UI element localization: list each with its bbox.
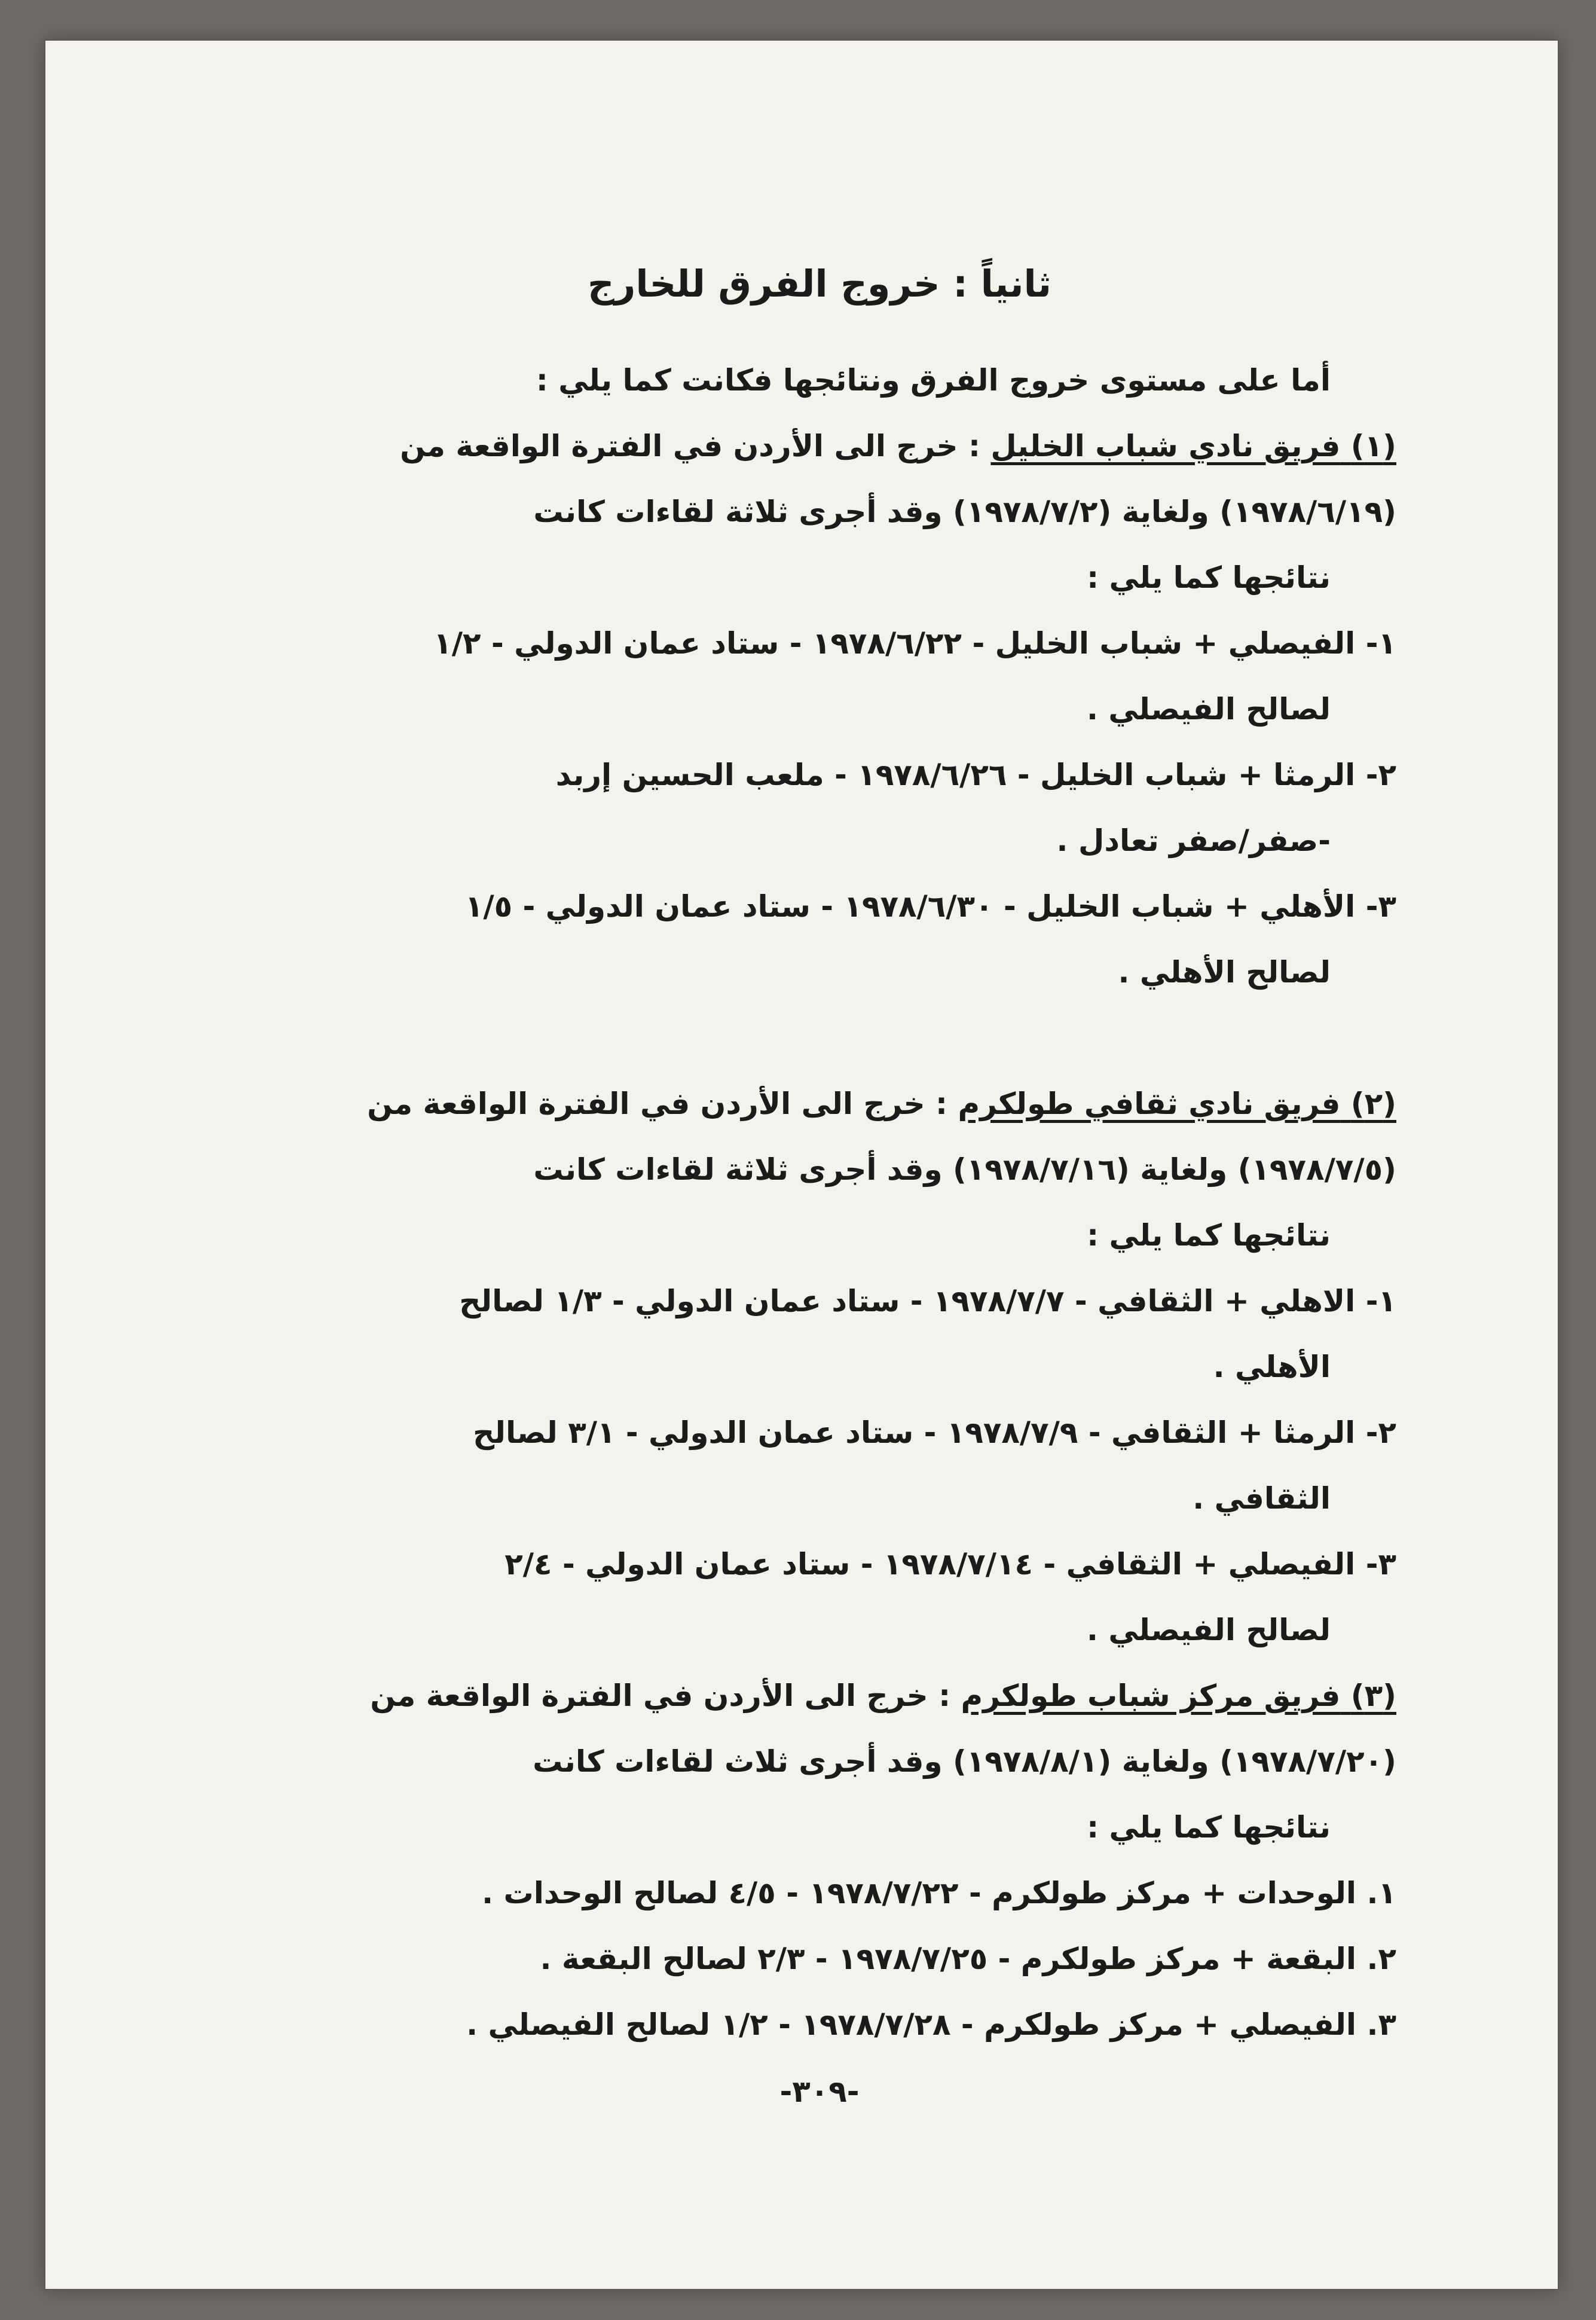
section-markaz-tulkarm	[243, 1663, 1396, 2058]
section-heading-text: : خرج الى الأردن في الفترة الواقعة من	[370, 1678, 951, 1713]
section-heading	[243, 1071, 1396, 1137]
match-result: لصالح الفيصلي .	[1086, 1613, 1331, 1647]
section-heading	[243, 1663, 1396, 1729]
section-number: (٣)	[1350, 1678, 1396, 1713]
section-shabab-al-khalil	[243, 413, 1396, 1005]
match-line: ١- الفيصلي + شباب الخليل - ١٩٧٨/٦/٢٢ - ستاد عمان الدولي - ١/٢	[433, 626, 1396, 661]
document-page	[45, 41, 1558, 2289]
section-number: (٢)	[1350, 1086, 1396, 1121]
section-team-name: فريق نادي ثقافي طولكرم	[958, 1086, 1341, 1121]
section-heading-text: : خرج الى الأردن في الفترة الواقعة من	[400, 429, 980, 463]
section-thaqafi-tulkarm	[243, 1071, 1396, 1663]
section-heading-text: : خرج الى الأردن في الفترة الواقعة من	[367, 1086, 948, 1121]
match-result: لصالح الأهلي .	[1118, 955, 1331, 990]
section-period-line: (١٩٧٨/٧/٢٠) ولغاية (١٩٧٨/٨/١) وقد أجرى ثلاث لقاءات كانت	[533, 1744, 1396, 1779]
match-line: ١. الوحدات + مركز طولكرم - ١٩٧٨/٧/٢٢ - ٤/٥ لصالح الوحدات .	[482, 1876, 1396, 1910]
match-result: -صفر/صفر تعادل .	[1056, 823, 1331, 858]
section-gap	[243, 1005, 1396, 1071]
match-line: ٣- الفيصلي + الثقافي - ١٩٧٨/٧/١٤ - ستاد عمان الدولي - ٢/٤	[505, 1547, 1396, 1582]
page-title: ثانياً : خروج الفرق للخارج	[587, 262, 1052, 306]
section-number: (١)	[1350, 429, 1396, 463]
section-team-name: فريق مركز شباب طولكرم	[961, 1678, 1341, 1713]
match-line: ٢. البقعة + مركز طولكرم - ١٩٧٨/٧/٢٥ - ٢/٣ لصالح البقعة .	[540, 1942, 1396, 1976]
section-period-line: (١٩٧٨/٧/٥) ولغاية (١٩٧٨/٧/١٦) وقد أجرى ثلاثة لقاءات كانت	[533, 1152, 1396, 1187]
match-line: ٣- الأهلي + شباب الخليل - ١٩٧٨/٦/٣٠ - ستاد عمان الدولي - ١/٥	[464, 889, 1396, 924]
match-result: الأهلي .	[1213, 1350, 1331, 1384]
section-results-intro: نتائجها كما يلي :	[1087, 1810, 1331, 1845]
match-result: لصالح الفيصلي .	[1086, 692, 1331, 726]
match-line: ٢- الرمثا + الثقافي - ١٩٧٨/٧/٩ - ستاد عمان الدولي - ٣/١ لصالح	[473, 1415, 1396, 1450]
match-result: الثقافي .	[1193, 1481, 1331, 1516]
page-number: -٣٠٩-	[779, 2074, 860, 2109]
section-results-intro: نتائجها كما يلي :	[1087, 1218, 1331, 1253]
match-line: ٢- الرمثا + شباب الخليل - ١٩٧٨/٦/٢٦ - ملعب الحسين إربد	[555, 758, 1396, 792]
section-team-name: فريق نادي شباب الخليل	[990, 429, 1341, 463]
section-results-intro: نتائجها كما يلي :	[1087, 560, 1331, 595]
match-line: ١- الاهلي + الثقافي - ١٩٧٨/٧/٧ - ستاد عمان الدولي - ١/٣ لصالح	[459, 1284, 1396, 1318]
match-line: ٣. الفيصلي + مركز طولكرم - ١٩٧٨/٧/٢٨ - ١/٢ لصالح الفيصلي .	[466, 2007, 1396, 2042]
page-content	[243, 262, 1396, 2109]
section-period-line: (١٩٧٨/٦/١٩) ولغاية (١٩٧٨/٧/٢) وقد أجرى ثلاثة لقاءات كانت	[533, 494, 1396, 529]
section-heading	[243, 413, 1396, 479]
intro-paragraph: أما على مستوى خروج الفرق ونتائجها فكانت كما يلي :	[536, 363, 1331, 398]
